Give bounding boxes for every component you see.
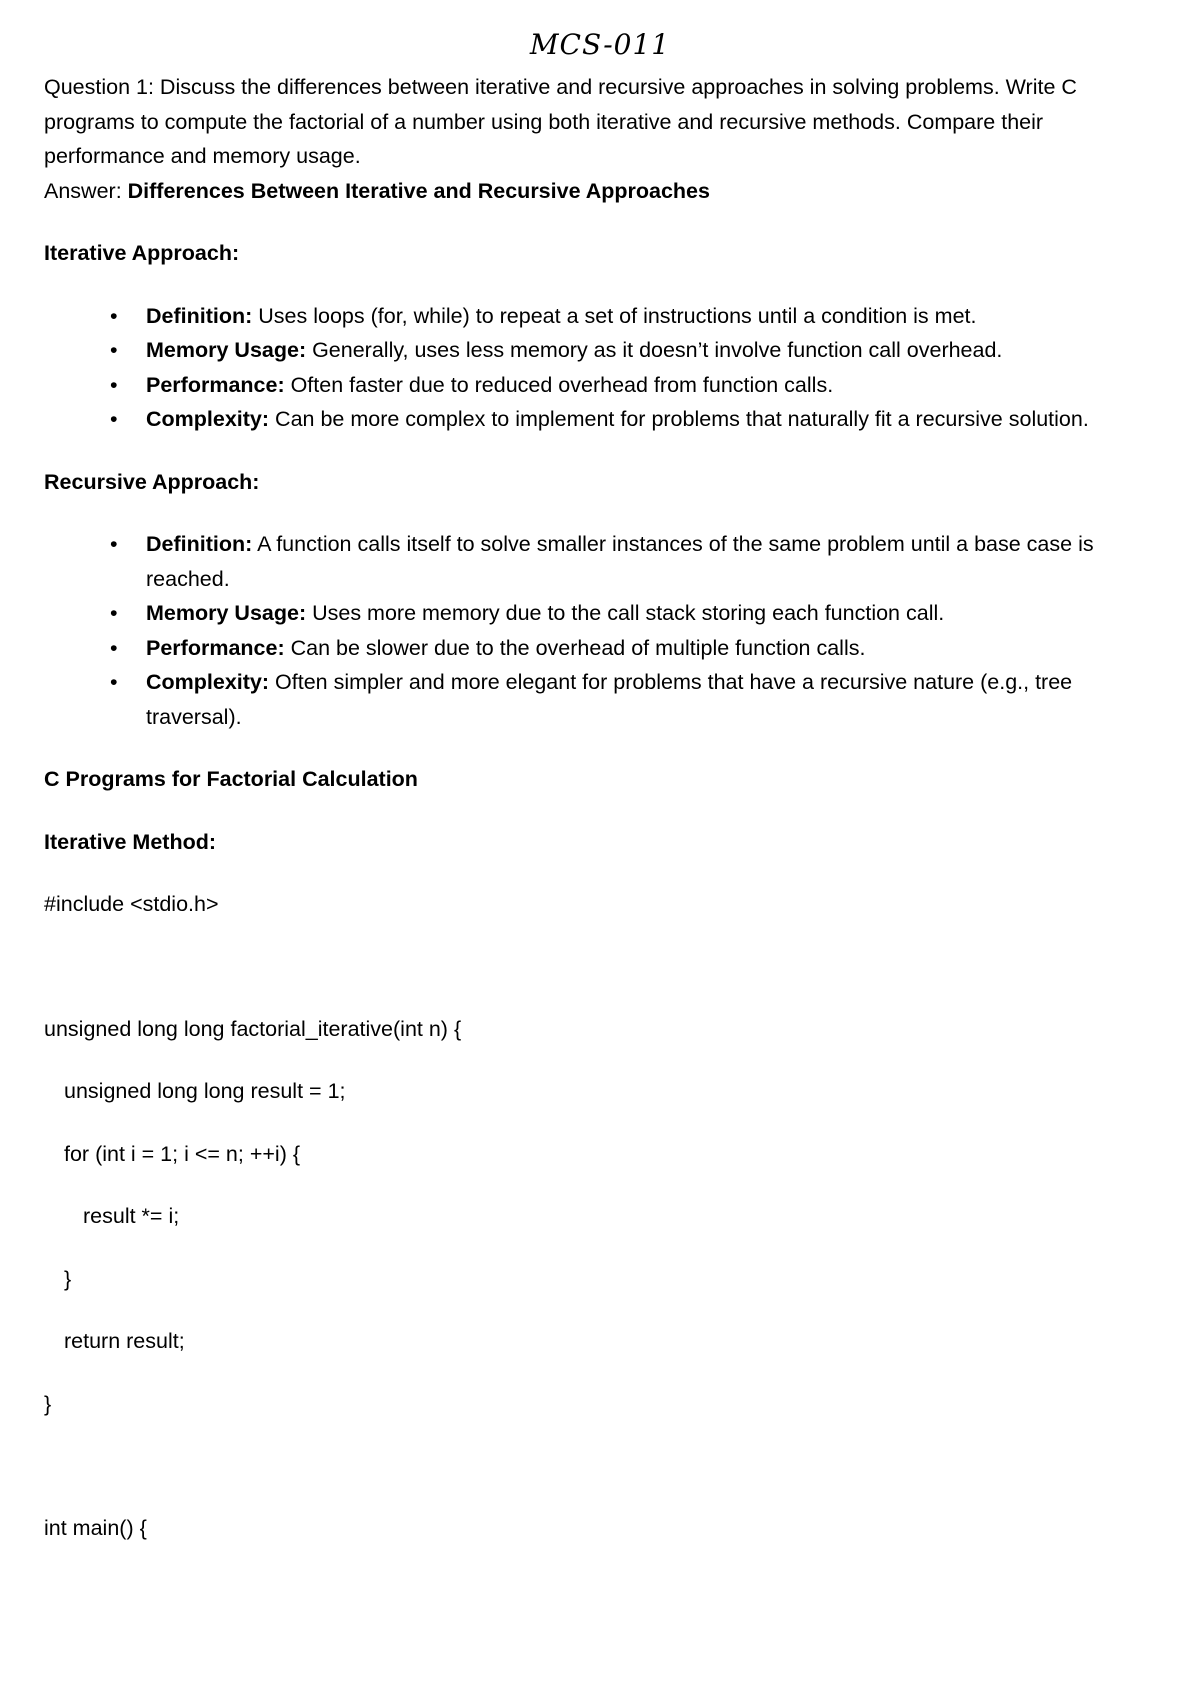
code-block [44, 887, 1164, 1546]
item-text: Generally, uses less memory as it doesn’t involve function call overhead. [306, 338, 1003, 362]
item-text: Often simpler and more elegant for problems that have a recursive nature (e.g., tree traversal). [146, 670, 1073, 729]
item-text: Uses more memory due to the call stack storing each function call. [306, 601, 945, 625]
item-text: A function calls itself to solve smaller instances of the same problem until a base case is reached. [146, 532, 1094, 591]
bullet-icon: • [110, 407, 118, 431]
item-term: Memory Usage: [146, 601, 307, 625]
bullet-icon: • [110, 670, 118, 694]
iterative-approach-heading: Iterative Approach: [44, 241, 240, 265]
code-line-for-loop: for (int i = 1; i <= n; ++i) { [64, 1141, 301, 1166]
document-body [44, 70, 1164, 1546]
iterative-method-heading: Iterative Method: [44, 829, 217, 854]
code-line-close-function: } [44, 1391, 52, 1416]
answer-label: Answer: [44, 178, 128, 203]
list-item [44, 665, 1164, 734]
list-item [44, 596, 1164, 631]
code-line-close-for: } [64, 1266, 72, 1291]
list-item [44, 402, 1164, 437]
iterative-approach-list [44, 299, 1164, 437]
item-text: Can be slower due to the overhead of multiple function calls. [284, 635, 866, 660]
item-text: Can be more complex to implement for problems that naturally fit a recursive solution. [269, 407, 1089, 431]
bullet-icon: • [110, 372, 118, 397]
programs-heading: C Programs for Factorial Calculation [44, 767, 418, 791]
question-text: Question 1: Discuss the differences between iterative and recursive approaches in solving problems. Write C programs to compute the factorial of a number using both iterative and recursive methods. Compare their performance and memory usage. [44, 75, 1077, 168]
bullet-icon: • [110, 635, 118, 660]
code-line-main-signature: int main() { [44, 1516, 147, 1540]
code-line-return: return result; [64, 1329, 185, 1353]
code-line-result-declaration: unsigned long long result = 1; [64, 1079, 346, 1103]
code-line-multiply: result *= i; [83, 1204, 180, 1228]
list-item [44, 299, 1164, 334]
recursive-approach-list [44, 527, 1164, 734]
item-term: Performance: [146, 372, 285, 397]
recursive-approach-heading: Recursive Approach: [44, 469, 260, 494]
document-title: MCS-011 [529, 28, 671, 61]
item-term: Definition: [146, 303, 253, 328]
list-item [44, 527, 1164, 596]
item-text: Often faster due to reduced overhead from function calls. [284, 372, 834, 397]
item-term: Complexity: [146, 407, 270, 431]
code-line-function-signature: unsigned long long factorial_iterative(int n) { [44, 1016, 462, 1041]
answer-heading: Differences Between Iterative and Recursive Approaches [127, 178, 710, 203]
item-term: Definition: [146, 532, 253, 556]
item-term: Memory Usage: [146, 338, 307, 362]
item-term: Complexity: [146, 670, 270, 694]
code-line-include: #include <stdio.h> [44, 892, 219, 916]
answer-line [44, 174, 1164, 209]
list-item [44, 631, 1164, 666]
item-text: Uses loops (for, while) to repeat a set of instructions until a condition is met. [252, 303, 977, 328]
bullet-icon: • [110, 532, 118, 556]
bullet-icon: • [110, 601, 118, 625]
bullet-icon: • [110, 338, 118, 362]
list-item [44, 333, 1164, 368]
bullet-icon: • [110, 303, 118, 328]
item-term: Performance: [146, 635, 285, 660]
list-item [44, 368, 1164, 403]
